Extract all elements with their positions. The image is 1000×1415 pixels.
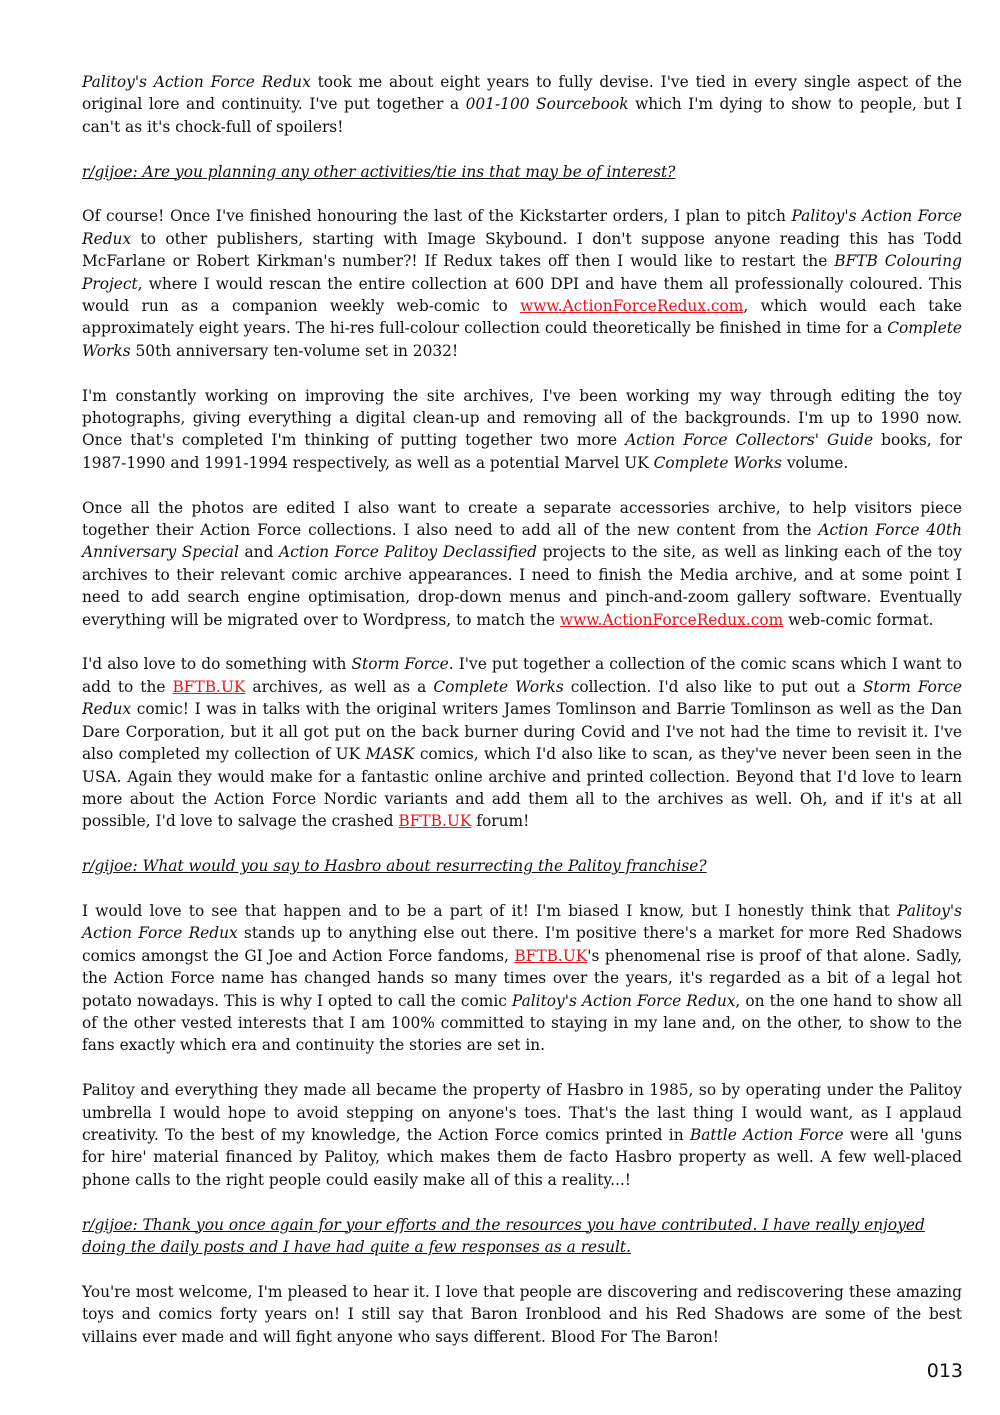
text-run: , on the one hand to show all of the other vested interests that I am 100% committed to staying in my lane and, on the other, to show to the fans exactly which era and continuity the stories are set in. [82,991,962,1055]
italic-title: Action Force 40th Anniversary Special [82,521,962,562]
hyperlink[interactable]: BFTB.UK [398,812,472,831]
interview-page [82,71,962,1370]
italic-title: Action Force Collectors' Guide [625,431,874,450]
text-run: were all 'guns for hire' material financed by Palitoy, which makes them de facto Hasbro property as well. A few well-placed phone calls to the right people could easily make all of this a reality...! [82,1125,963,1189]
interview-answer [82,900,962,1057]
text-run: I would love to see that happen and to be a part of it! I'm biased I know, but I honestly think that [82,901,898,920]
text-run: I'm constantly working on improving the site archives, I've been working my way through editing the toy photographs, giving everything a digital clean-up and removing all of the backgrounds. I'm up to 1990 now. Once that's completed I'm thinking of putting together two more [82,386,962,450]
text-run: . I've put together a collection of the comic scans which I want to add to the [82,655,962,696]
italic-title: Palitoy's Action Force Redux [82,901,962,943]
italic-title: Palitoy's Action Force Redux [82,73,311,91]
text-run: Of course! Once I've finished honouring the last of the Kickstarter orders, I plan to pitch [82,207,792,226]
text-run: forum! [471,812,530,831]
text-run: web-comic format. [783,610,934,629]
hyperlink[interactable]: BFTB.UK [514,946,588,965]
hyperlink[interactable]: www.ActionForceRedux.com [520,297,744,316]
text-run: and [238,543,280,562]
text-run: 50th anniversary ten-volume set in 2032! [130,341,459,360]
italic-title: Palitoy's Action Force Redux [82,207,962,248]
italic-title: Complete Works [433,677,564,696]
text-run: which I'm dying to show to people, but I can't as it's chock-full of spoilers! [82,95,962,136]
hyperlink[interactable]: www.ActionForceRedux.com [559,610,784,629]
interview-answer [82,497,962,631]
text-run: Palitoy and everything they made all became the property of Hasbro in 1985, so by operating under the Palitoy umbrella I would hope to avoid stepping on anyone's toes. That's the last thing I would want, as I applaud creativity. To the best of my knowledge, the Action Force comics printed in [82,1081,962,1144]
text-run: Once all the photos are edited I also want to create a separate accessories archive, to help visitors piece together their Action Force collections. I also need to add all of the new content from the [82,498,962,540]
text-run: r/gijoe: What would you say to Hasbro about resurrecting the Palitoy franchise? [82,857,707,876]
italic-title: MASK [365,745,415,764]
text-run: volume. [781,453,849,472]
interview-question [82,161,962,183]
text-run: books, for 1987-1990 and 1991-1994 respectively, as well as a potential Marvel UK [82,431,962,472]
italic-title: BFTB Colouring Project [82,252,962,293]
hyperlink[interactable]: BFTB.UK [172,677,246,696]
interview-answer [82,71,962,138]
text-run: collection. I'd also like to put out a [563,677,863,696]
italic-title: Palitoy's Action Force Redux [511,991,736,1010]
text-run: r/gijoe: Are you planning any other activities/tie ins that may be of interest? [82,162,676,181]
interview-answer [82,1079,962,1191]
text-run: took me about eight years to fully devise. I've tied in every single aspect of the original lore and continuity. I've put together a [82,73,962,114]
text-run: stands up to anything else out there. I'm positive there's a market for more Red Shadows comics amongst the GI Joe and Action Force fandoms, [82,924,962,965]
text-run: , which would each take approximately eight years. The hi-res full-colour collection could theoretically be finished in time for a [82,297,962,338]
italic-title: Storm Force [351,655,449,674]
italic-title: Complete Works [82,319,962,360]
text-run: I'd also love to do something with [82,655,352,674]
italic-title: Battle Action Force [689,1125,844,1144]
italic-title: Complete Works [653,453,782,472]
text-run: to other publishers, starting with Image Skybound. I don't suppose anyone reading this has Todd McFarlane or Robert Kirkman's number?! If Redux takes off then I would like to restart the [82,229,962,271]
interview-answer [82,1281,962,1348]
page-number: 013 [926,1360,963,1382]
interview-question [82,1214,962,1259]
text-run: You're most welcome, I'm pleased to hear it. I love that people are discovering and rediscovering these amazing toys and comics forty years on! I still say that Baron Ironblood and his Red Shadows are some of the best villains ever made and will fight anyone who says different. Blood For The Baron! [82,1282,962,1346]
interview-answer [82,205,962,362]
text-run: comic! I was in talks with the original writers James Tomlinson and Barrie Tomlinson as well as the Dan Dare Corporation, but it all got put on the back burner during Covid and I've not had the time to revisit it. I've also completed my collection of UK [82,700,962,764]
interview-question [82,855,962,877]
text-run: comics, which I'd also like to scan, as they've never been seen in the USA. Again they would make for a fantastic online archive and printed collection. Beyond that I'd love to learn more about the Action Force Nordic variants and add them all to the archives as well. Oh, and if it's at all possible, I'd love to salvage the crashed [82,745,962,831]
text-run: archives, as well as a [245,677,434,696]
text-run: projects to the site, as well as linking each of the toy archives to their relevant comic archive appearances. I need to finish the Media archive, and at some point I need to add search engine optimisation, drop-down menus and pinch-and-zoom gallery software. Eventually everything will be migrated over to Wordpress, to match the [82,543,962,629]
interview-answer [82,385,962,475]
italic-title: Action Force Palitoy Declassified [279,543,537,562]
text-run: , where I would rescan the entire collection at 600 DPI and have them all professionally coloured. This would run as a companion weekly web-comic to [82,274,962,316]
text-run: r/gijoe: Thank you once again for your efforts and the resources you have contributed. I have really enjoyed doing the daily posts and I have had quite a few responses as a result. [82,1215,925,1256]
italic-title: Storm Force Redux [82,677,963,719]
italic-title: 001-100 Sourcebook [465,95,629,114]
text-run: 's phenomenal rise is proof of that alone. Sadly, the Action Force name has changed hands so many times over the years, it's regarded as a bit of a legal hot potato nowadays. This is why I opted to call the comic [82,946,963,1010]
interview-answer [82,653,962,832]
